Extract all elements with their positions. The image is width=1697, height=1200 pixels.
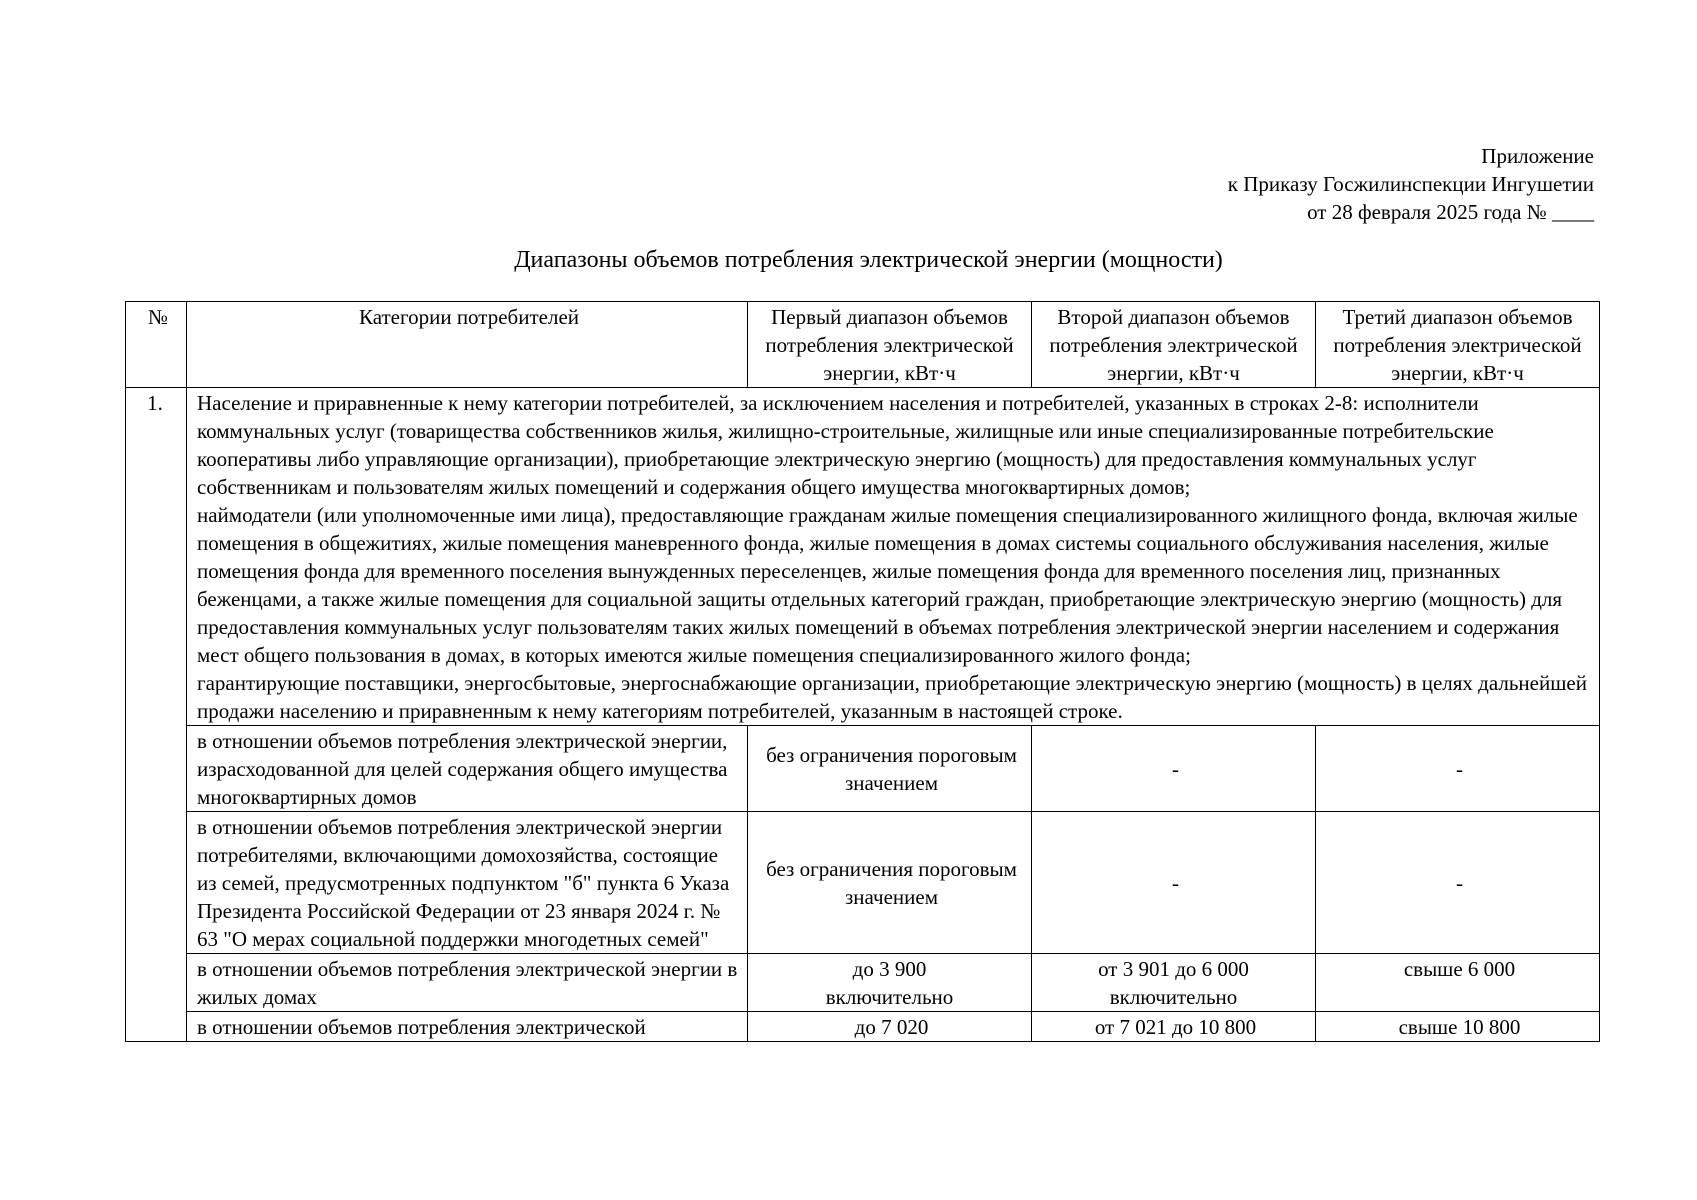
document-title: Диапазоны объемов потребления электрической энергии (мощности) xyxy=(514,247,1223,273)
header-date-number: от 28 февраля 2025 года № ____ xyxy=(1307,200,1594,224)
table-row xyxy=(126,954,1600,1012)
subrow-range-second: от 7 021 до 10 800 xyxy=(1032,1012,1316,1042)
row-1-paragraph-3: гарантирующие поставщики, энергосбытовые, энергоснабжающие организации, приобретающие электрическую энергию (мощность) в целях дальнейшей продажи населению и приравненным к нему категориям потребителей, указанным в настоящей строке. xyxy=(197,671,1587,723)
subrow-range-second: от 3 901 до 6 000 включительно xyxy=(1032,954,1316,1012)
header-range-second: Второй диапазон объемов потребления электрической энергии, кВт·ч xyxy=(1032,302,1316,388)
header-categories: Категории потребителей xyxy=(187,302,748,388)
table-row xyxy=(126,1012,1600,1042)
subrow-range-second: - xyxy=(1032,812,1316,954)
subrow-range-first: до 7 020 xyxy=(748,1012,1032,1042)
document-title-container xyxy=(0,245,1697,275)
subrow-range-third: - xyxy=(1316,812,1600,954)
table-row-1 xyxy=(126,388,1600,726)
header-appendix: Приложение xyxy=(1481,144,1594,168)
row-1-paragraph-1: Население и приравненные к нему категории потребителей, за исключением населения и потребителей, указанных в строках 2-8: исполнители коммунальных услуг (товарищества собственников жилья, жилищно-строительные, жилищные или иные специализированные потребительские кооперативы либо управляющие организации), приобретающие электрическую энергию (мощность) для предоставления коммунальных услуг собственникам и пользователям жилых помещений и содержания общего имущества многоквартирных домов; xyxy=(197,391,1494,499)
subrow-range-first: до 3 900 включительно xyxy=(748,954,1032,1012)
header-order-reference: к Приказу Госжилинспекции Ингушетии xyxy=(1227,172,1594,196)
subrow-range-first: без ограничения пороговым значением xyxy=(748,812,1032,954)
subrow-category: в отношении объемов потребления электрической энергии в жилых домах xyxy=(187,954,748,1012)
subrow-range-third: - xyxy=(1316,726,1600,812)
subrow-range-second: - xyxy=(1032,726,1316,812)
subrow-category: в отношении объемов потребления электрической xyxy=(187,1012,748,1042)
subrow-range-first: без ограничения пороговым значением xyxy=(748,726,1032,812)
header-range-first: Первый диапазон объемов потребления электрической энергии, кВт·ч xyxy=(748,302,1032,388)
header-range-third: Третий диапазон объемов потребления электрической энергии, кВт·ч xyxy=(1316,302,1600,388)
subrow-range-third: свыше 6 000 xyxy=(1316,954,1600,1012)
document-header xyxy=(1228,142,1594,226)
row-1-category xyxy=(187,388,1600,726)
subrow-range-third: свыше 10 800 xyxy=(1316,1012,1600,1042)
table-row xyxy=(126,726,1600,812)
header-number: № xyxy=(126,302,187,388)
subrow-category: в отношении объемов потребления электрической энергии потребителями, включающими домохозяйства, состоящие из семей, предусмотренных подпунктом "б" пункта 6 Указа Президента Российской Федерации от 23 января 2024 г. № 63 "О мерах социальной поддержки многодетных семей" xyxy=(187,812,748,954)
table-row xyxy=(126,812,1600,954)
row-number: 1. xyxy=(126,388,187,1042)
table-header-row xyxy=(126,302,1600,388)
row-1-paragraph-2: наймодатели (или уполномоченные ими лица), предоставляющие гражданам жилые помещения специализированного жилищного фонда, включая жилые помещения в общежитиях, жилые помещения маневренного фонда, жилые помещения в домах системы социального обслуживания населения, жилые помещения фонда для временного поселения вынужденных переселенцев, жилые помещения фонда для временного поселения лиц, признанных беженцами, а также жилые помещения для социальной защиты отдельных категорий граждан, приобретающие электрическую энергию (мощность) для предоставления коммунальных услуг пользователям таких жилых помещений в объемах потребления электрической энергии населением и содержания мест общего пользования в домах, в которых имеются жилые помещения специализированного жилого фонда; xyxy=(197,503,1578,667)
subrow-category: в отношении объемов потребления электрической энергии, израсходованной для целей содержания общего имущества многоквартирных домов xyxy=(187,726,748,812)
consumption-ranges-table xyxy=(125,301,1600,1042)
